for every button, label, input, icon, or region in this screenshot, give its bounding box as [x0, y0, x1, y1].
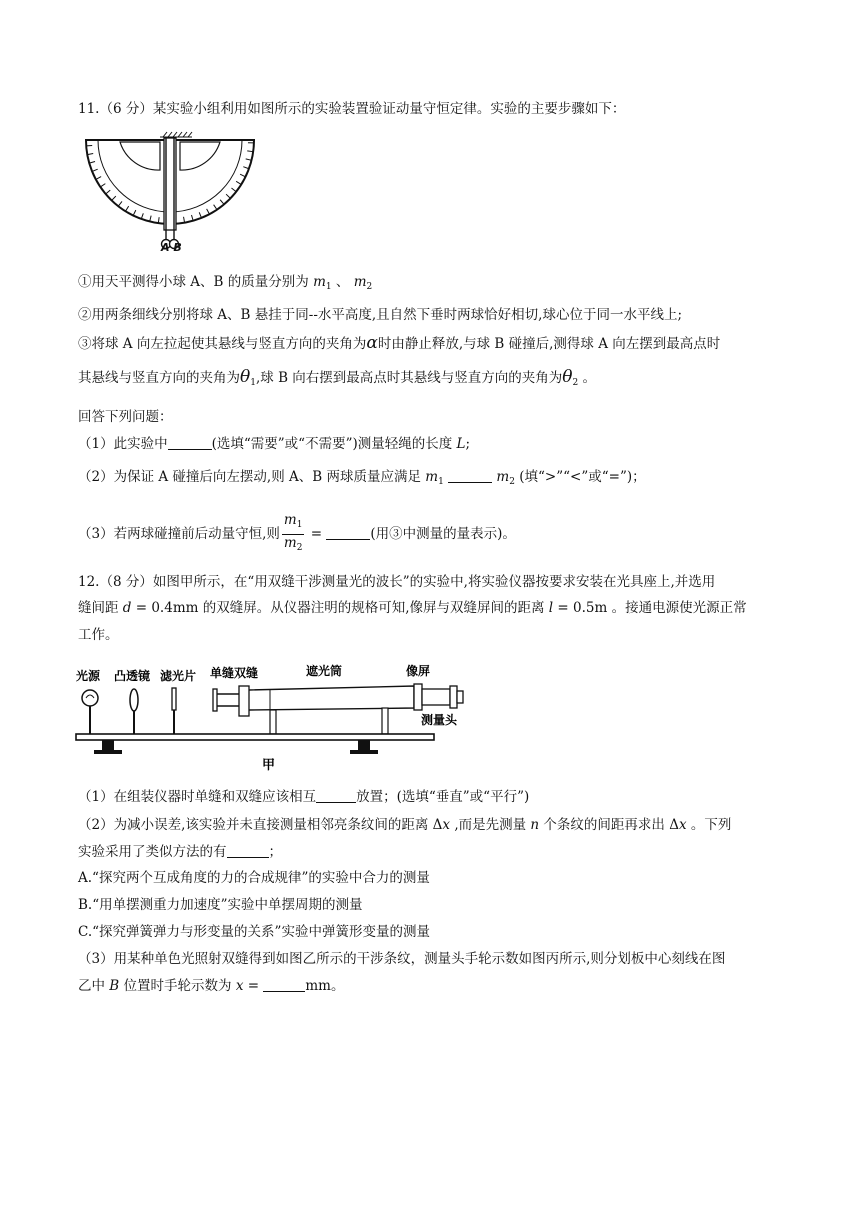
answer-blank[interactable]	[316, 788, 356, 803]
image-screen	[414, 684, 422, 710]
label-screen: 像屏	[406, 664, 431, 678]
q12-header-line3: 工作。	[78, 627, 119, 643]
q11-sub2: （2）为保证 A 碰撞后向左摆动,则 A、B 两球质量应满足 $m_1$ $m_2$ (填“>”“<”或“=”)；	[78, 469, 646, 487]
mass-ratio: $\frac{m_1}{m_2}$	[283, 512, 303, 553]
light-bulb	[82, 690, 98, 706]
q11-answer-heading: 回答下列问题：	[78, 409, 173, 425]
q12-option-c: C.“探究弹簧弹力与形变量的关系”实验中弹簧形变量的测量	[78, 924, 430, 940]
optical-bench-figure	[74, 664, 468, 776]
q12-option-b: B.“用单摆测重力加速度”实验中单摆周期的测量	[78, 897, 363, 913]
answer-blank[interactable]	[448, 468, 492, 483]
filter	[172, 688, 176, 710]
ceiling-hatch	[160, 132, 192, 137]
q11-step1: ①用天平测得小球 A、B 的质量分别为 $m_1$ 、 $m_2$	[78, 274, 373, 292]
figure-caption-jia: 甲	[262, 758, 276, 773]
q12-header-line2: 缝间距 d = 0.4mm 的双缝屏。从仪器注明的规格可知,像屏与双缝屏间的距离 l = 0.5m 。接通电源使光源正常	[78, 600, 747, 616]
q11-step2: ②用两条细线分别将球 A、B 悬挂于同--水平高度,且自然下垂时两球恰好相切,球心位于同一水平线上;	[78, 307, 683, 323]
q12-sub2-line1: （2）为减小误差,该实验并未直接测量相邻亮条纹间的距离 Δx ,而是先测量 n 个条纹的间距再求出 Δx 。下列	[78, 817, 732, 833]
q11-step3-line2: 其悬线与竖直方向的夹角为$\theta_1$,球 B 向右摆到最高点时其悬线与竖直方向的夹角为$\theta_2$ 。	[78, 367, 597, 388]
q12-header-line1: 12.（8 分）如图甲所示，在“用双缝干涉测量光的波长”的实验中,将实验仪器按要求安装在光具座上,并选用	[78, 574, 716, 590]
optical-bench-rail	[76, 734, 434, 740]
q12-sub1: （1）在组装仪器时单缝和双缝应该相互 放置；(选填“垂直”或“平行”)	[78, 789, 530, 805]
answer-blank[interactable]	[326, 525, 370, 540]
answer-blank[interactable]	[263, 977, 305, 992]
q11-sub1: （1）此实验中 (选填“需要”或“不需要”)测量轻绳的长度 L;	[78, 436, 471, 452]
q12-sub2-line2: 实验采用了类似方法的有 ；	[78, 844, 282, 860]
q12-sub3-line2: 乙中 B 位置时手轮示数为 x = mm。	[78, 978, 345, 994]
protractor-figure	[80, 130, 260, 256]
q11-header: 11.（6 分）某实验小组利用如图所示的实验装置验证动量守恒定律。实验的主要步骤如下：	[78, 101, 626, 117]
convex-lens	[130, 689, 138, 711]
label-filter: 滤光片	[160, 669, 197, 683]
answer-blank[interactable]	[227, 843, 269, 858]
measuring-head	[422, 689, 450, 705]
q12-sub3-line1: （3）用某种单色光照射双缝得到如图乙所示的干涉条纹，测量头手轮示数如图丙所示,则分划板中心刻线在图	[78, 951, 726, 967]
label-light-source: 光源	[76, 669, 101, 683]
q12-option-a: A.“探究两个互成角度的力的合成规律”的实验中合力的测量	[78, 870, 430, 886]
label-tube: 遮光筒	[306, 664, 343, 678]
answer-blank[interactable]	[168, 435, 212, 450]
q11-sub3: （3）若两球碰撞前后动量守恒,则 $\frac{m_1}{m_2}$ = (用③中测量的量表示)。	[78, 512, 516, 557]
label-lens: 凸透镜	[114, 669, 151, 683]
label-measuring-head: 测量头	[421, 713, 458, 727]
label-slits: 单缝双缝	[210, 666, 259, 680]
ball-labels: A B	[161, 241, 182, 254]
q11-step3-line1: ③将球 A 向左拉起使其悬线与竖直方向的夹角为α时由静止释放,与球 B 碰撞后,测得球 A 向左摆到最高点时	[78, 333, 721, 353]
